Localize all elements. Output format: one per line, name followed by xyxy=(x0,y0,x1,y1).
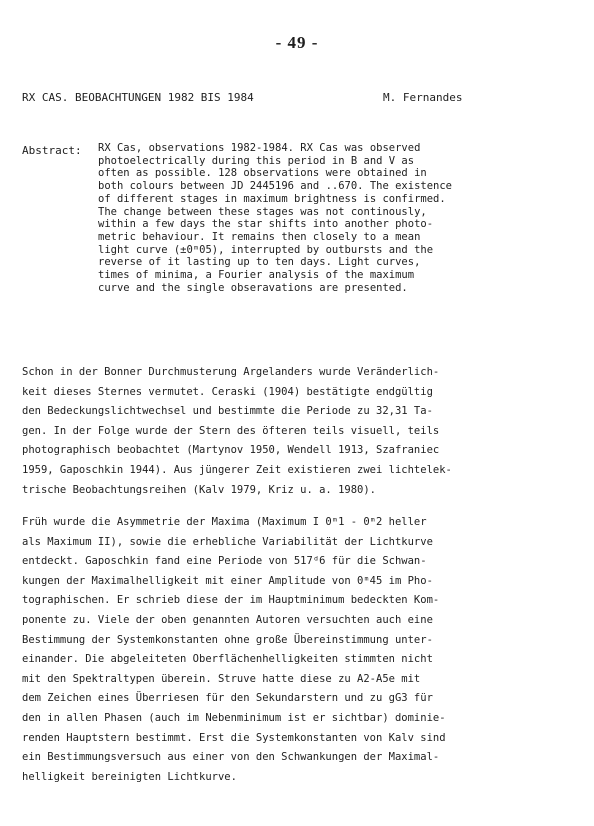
paragraph-line: Schon in der Bonner Durchmusterung Argelanders wurde Veränderlich- xyxy=(22,366,440,378)
paragraph-line: entdeckt. Gaposchkin fand eine Periode von 517ᵈ6 für die Schwan- xyxy=(22,555,427,568)
paragraph-line: kungen der Maximalhelligkeit mit einer Amplitude von 0ᵐ45 im Pho- xyxy=(22,574,433,587)
paragraph-line: dem Zeichen eines Überriesen für den Sekundarstern und zu gG3 für xyxy=(22,692,433,705)
article-heading: RX CAS. BEOBACHTUNGEN 1982 BIS 1984 xyxy=(22,91,254,104)
paragraph-line: photographisch beobachtet (Martynov 1950, Wendell 1913, Szafraniec xyxy=(22,444,440,457)
paragraph-line: ein Bestimmungsversuch aus einer von den Schwankungen der Maximal- xyxy=(22,751,440,764)
paragraph-line: als Maximum II), sowie die erhebliche Variabilität der Lichtkurve xyxy=(22,535,433,548)
page-number: - 49 - xyxy=(275,33,319,52)
abstract-line: within a few days the star shifts into another photo- xyxy=(98,218,434,231)
abstract-line: photoelectrically during this period in B and V as xyxy=(98,154,415,167)
abstract-line: times of minima, a Fourier analysis of the maximum xyxy=(98,269,415,282)
paragraph-line: gen. In der Folge wurde der Stern des öfteren teils visuell, teils xyxy=(22,424,440,437)
abstract-line: metric behaviour. It remains then closely to a mean xyxy=(98,230,421,243)
paragraph-line: keit dieses Sternes vermutet. Ceraski (1904) bestätigte endgültig xyxy=(22,385,433,398)
abstract-line: The change between these stages was not continously, xyxy=(98,205,427,218)
paragraph-line: tographischen. Er schrieb diese der im Hauptminimum bedeckten Kom- xyxy=(22,594,440,607)
paragraph-line: helligkeit bereinigten Lichtkurve. xyxy=(22,770,237,783)
abstract-line: light curve (±0ᵐ05), interrupted by outbursts and the xyxy=(98,243,434,256)
abstract-text xyxy=(98,142,452,294)
paragraph-line: renden Hauptstern bestimmt. Erst die Systemkonstanten von Kalv sind xyxy=(22,731,446,744)
abstract-line: reverse of it lasting up to ten days. Light curves, xyxy=(98,256,421,269)
paragraph-line: mit den Spektraltypen überein. Struve hatte diese zu A2-A5e mit xyxy=(22,672,421,685)
body-paragraph xyxy=(22,513,582,787)
abstract-line: both colours between JD 2445196 and ..670. The existence xyxy=(98,180,453,193)
abstract-label: Abstract: xyxy=(22,144,82,157)
author-name: M. Fernandes xyxy=(383,91,463,104)
paragraph-line: Bestimmung der Systemkonstanten ohne große Übereinstimmung unter- xyxy=(22,633,433,646)
paragraph-line: Früh wurde die Asymmetrie der Maxima (Maximum I 0ᵐ1 - 0ᵐ2 heller xyxy=(22,516,427,528)
abstract-line: curve and the single obseravations are presented. xyxy=(98,281,408,294)
paragraph-line: den Bedeckungslichtwechsel und bestimmte die Periode zu 32,31 Ta- xyxy=(22,405,433,418)
abstract-line: RX Cas, observations 1982-1984. RX Cas was observed xyxy=(98,142,421,154)
body-paragraph xyxy=(22,363,582,500)
paragraph-line: ponente zu. Viele der oben genannten Autoren versuchten auch eine xyxy=(22,613,433,626)
paragraph-line: trische Beobachtungsreihen (Kalv 1979, Kriz u. a. 1980). xyxy=(22,483,377,496)
abstract-line: of different stages in maximum brightness is confirmed. xyxy=(98,192,446,205)
paragraph-line: einander. Die abgeleiteten Oberflächenhelligkeiten stimmten nicht xyxy=(22,653,433,666)
abstract-line: often as possible. 128 observations were obtained in xyxy=(98,167,427,180)
paragraph-line: den in allen Phasen (auch im Nebenminimum ist er sichtbar) dominie- xyxy=(22,711,446,724)
paragraph-line: 1959, Gaposchkin 1944). Aus jüngerer Zeit existieren zwei lichtelek- xyxy=(22,463,452,476)
